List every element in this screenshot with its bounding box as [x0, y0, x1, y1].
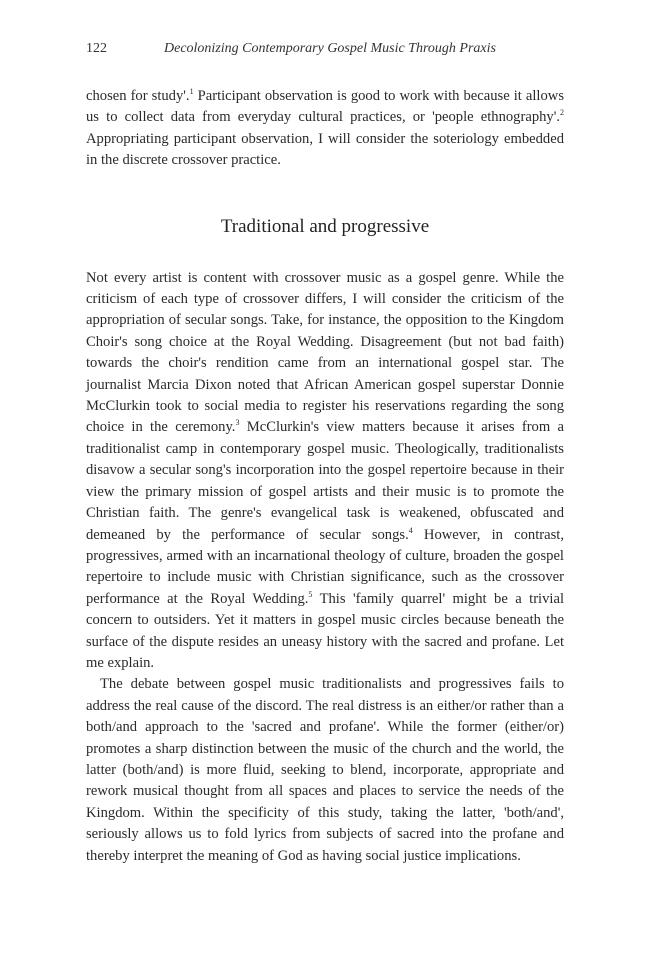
footnote-ref-3[interactable]: 3 [235, 418, 240, 428]
section-heading: Traditional and progressive [220, 215, 430, 237]
footnote-ref-4[interactable]: 4 [408, 525, 413, 535]
page-number: 122 [86, 41, 107, 56]
book-page [86, 40, 564, 867]
book-title: Decolonizing Contemporary Gospel Music Through Praxis [164, 41, 496, 56]
intro-text-2: Participant observation is good to work with because it allows us to collect data from everyday cultural practices, or 'people ethnography'. [86, 88, 564, 126]
body-paragraph-1 [86, 268, 564, 675]
intro-text-1: chosen for study'. [86, 88, 190, 104]
para1-text-2: McClurkin's view matters because it arises from a traditionalist camp in contemporary gospel music. Theologically, traditionalists disavow a secular song's incorporation into the gospel repertoire because in their view the primary mission of gospel artists and their music is to promote the Christian faith. The genre's evangelical task is weakened, obfuscated and demeaned by the performance of secular songs. [86, 419, 564, 543]
para1-text-1: Not every artist is content with crossover music as a gospel genre. While the criticism of each type of crossover differs, I will consider the criticism of the appropriation of secular songs. Take, for instance, the opposition to the Kingdom Choir's song choice at the Royal Wedding. Disagreement (but not bad faith) towards the choir's rendition came from an international gospel star. The journalist Marcia Dixon noted that African American gospel superstar Donnie McClurkin took to social media to register his reservations regarding the song choice in the ceremony. [86, 269, 564, 436]
footnote-ref-2[interactable]: 2 [560, 108, 564, 118]
para1-text-4: This 'family quarrel' might be a trivial concern to outsiders. Yet it matters in gospel music circles because beneath the surface of the dispute resides an uneasy history with the sacred and profane. Let me explain. [86, 590, 564, 671]
intro-text-3: Appropriating participant observation, I will consider the soteriology embedded in the discrete crossover practice. [86, 130, 564, 169]
intro-paragraph [86, 86, 564, 172]
para1-text-3: However, in contrast, progressives, armed with an incarnational theology of culture, broaden the gospel repertoire to include music with Christian significance, such as the crossover performance at the Royal Wedding. [86, 526, 565, 607]
body-paragraph-2: The debate between gospel music traditionalists and progressives fails to address the real cause of the discord. The real distress is an either/or rather than a both/and approach to the 'sacred and profane'. While the former (either/or) promotes a sharp distinction between the music of the church and the world, the latter (both/and) is more fluid, seeking to blend, incorporate, appropriate and rework musical thought from all spaces and places to service the needs of the Kingdom. Within the specificity of this study, taking the latter, 'both/and', seriously allows us to fold lyrics from subjects of sacred into the profane and thereby interpret the meaning of God as having social justice implications. [86, 676, 564, 864]
footnote-ref-1[interactable]: 1 [189, 87, 194, 97]
running-head [86, 40, 564, 58]
footnote-ref-5[interactable]: 5 [308, 589, 313, 599]
